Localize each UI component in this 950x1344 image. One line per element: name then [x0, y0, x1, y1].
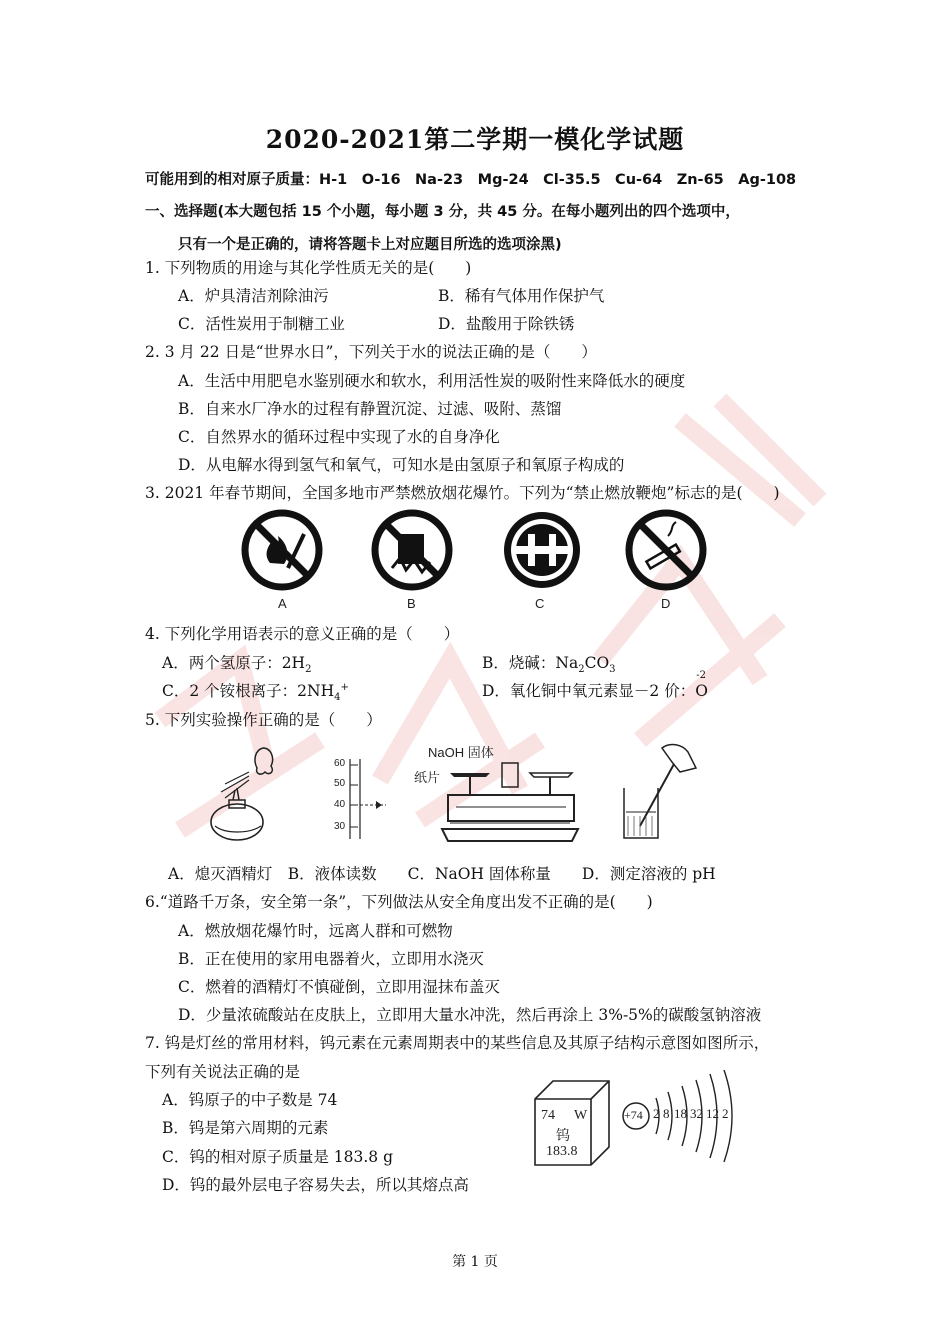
- q7-stem: 7. 钨是灯丝的常用材料，钨元素在元素周期表中的某些信息及其原子结构示意图如图所示，: [145, 1034, 770, 1052]
- shell-5: 12: [706, 1106, 719, 1121]
- q2-option-c[interactable]: C．自然界水的循环过程中实现了水的自身净化: [178, 428, 500, 446]
- balance-figure: [440, 745, 580, 843]
- q6-option-c[interactable]: C．燃着的酒精灯不慎碰倒，立即用湿抹布盖灭: [178, 978, 500, 996]
- shell-6: 2: [722, 1106, 729, 1121]
- q4-option-b[interactable]: B．烧碱：$Na_2CO_3$: [482, 654, 616, 676]
- cyl-tick-40: 40: [334, 799, 346, 810]
- q5-options[interactable]: A．熄灭酒精灯 B．液体读数 C．NaOH 固体称量 D．测定溶液的 pH: [168, 865, 716, 883]
- shell-3: 18: [674, 1106, 687, 1121]
- q4-option-d[interactable]: D．氧化铜中氧元素显－2 价： -2 O: [482, 670, 708, 700]
- q7-option-a[interactable]: A．钨原子的中子数是 74: [162, 1091, 338, 1109]
- sign-b-no-firecracker-icon[interactable]: [370, 508, 454, 592]
- q7-option-b[interactable]: B．钨是第六周期的元素: [162, 1119, 329, 1137]
- q2-option-a[interactable]: A．生活中用肥皂水鉴别硬水和软水，利用活性炭的吸附性来降低水的硬度: [178, 372, 686, 390]
- q3-stem: 3. 2021 年春节期间，全国多地市严禁燃放烟花爆竹。下列为“禁止燃放鞭炮”标志的是( ): [145, 484, 780, 502]
- q1-option-d[interactable]: D．盐酸用于除铁锈: [438, 315, 575, 333]
- sign-d-label: D: [661, 596, 671, 611]
- sign-a-label: A: [278, 596, 287, 611]
- sign-b-label: B: [407, 596, 416, 611]
- q7-stem-cont: 下列有关说法正确的是: [145, 1063, 301, 1081]
- ph-test-figure: [618, 738, 706, 846]
- q7-option-d[interactable]: D．钨的最外层电子容易失去，所以其熔点高: [162, 1176, 469, 1194]
- section-heading: 一、选择题(本大题包括 15 个小题，每小题 3 分，共 45 分。在每小题列出的四个选项中，: [145, 204, 740, 220]
- cyl-tick-50: 50: [334, 778, 346, 789]
- element-symbol: W: [574, 1108, 588, 1123]
- q6-stem: 6.“道路千万条，安全第一条”，下列做法从安全角度出发不正确的是( ): [145, 893, 653, 911]
- q5-stem: 5. 下列实验操作正确的是（ ）: [145, 711, 382, 729]
- q1-option-c[interactable]: C．活性炭用于制糖工业: [178, 315, 345, 333]
- q2-option-d[interactable]: D．从电解水得到氢气和氧气，可知水是由氢原子和氧原子构成的: [178, 456, 625, 474]
- q6-option-d[interactable]: D．少量浓硫酸站在皮肤上，立即用大量水冲洗，然后再涂上 3%-5%的碳酸氢钠溶液: [178, 1006, 762, 1024]
- element-name: 钨: [556, 1127, 570, 1143]
- naoh-label: NaOH 固体: [428, 745, 494, 760]
- atomic-mass-line: 可能用到的相对原子质量：H-1 O-16 Na-23 Mg-24 Cl-35.5 Cu-64 Zn-65 Ag-108: [145, 172, 797, 188]
- shell-1: 2: [653, 1106, 660, 1121]
- q1-stem: 1. 下列物质的用途与其化学性质无关的是( ): [145, 259, 472, 277]
- alcohol-lamp-blowing-figure: [205, 738, 290, 843]
- section-heading-cont: 只有一个是正确的，请将答题卡上对应题目所选的选项涂黑): [178, 237, 562, 253]
- cyl-tick-60: 60: [334, 758, 346, 769]
- page-number: 第 1 页: [452, 1254, 498, 1270]
- sign-c-label: C: [535, 596, 545, 611]
- q4-option-a[interactable]: A．两个氢原子：$2H_2$: [162, 654, 312, 676]
- nucleus-charge: +74: [624, 1108, 643, 1122]
- sign-d-no-smoking-icon[interactable]: [624, 508, 708, 592]
- paper-label: 纸片: [414, 770, 441, 785]
- sign-a-no-fire-icon[interactable]: [240, 508, 324, 592]
- shell-2: 8: [663, 1106, 670, 1121]
- sign-c-no-firecrackers-icon[interactable]: [500, 508, 584, 592]
- q2-option-b[interactable]: B．自来水厂净水的过程有静置沉淀、过滤、吸附、蒸馏: [178, 400, 562, 418]
- q4-option-c[interactable]: C．2 个铵根离子：$2NH_4^+$: [162, 681, 349, 704]
- q1-option-a[interactable]: A．炉具清洁剂除油污: [178, 287, 329, 305]
- q7-option-c[interactable]: C．钨的相对原子质量是 183.8 g: [162, 1148, 394, 1166]
- element-mass: 183.8: [546, 1144, 578, 1159]
- q4-stem: 4. 下列化学用语表示的意义正确的是（ ）: [145, 625, 460, 643]
- cyl-tick-30: 30: [334, 821, 346, 832]
- shell-4: 32: [690, 1106, 703, 1121]
- element-number: 74: [541, 1108, 555, 1123]
- q2-stem: 2. 3 月 22 日是“世界水日”，下列关于水的说法正确的是（ ）: [145, 343, 597, 361]
- page-title: 2020-2021第二学期一模化学试题: [265, 125, 685, 154]
- q1-option-b[interactable]: B．稀有气体用作保护气: [438, 287, 605, 305]
- q6-option-b[interactable]: B．正在使用的家用电器着火，立即用水浇灭: [178, 950, 484, 968]
- q6-option-a[interactable]: A．燃放烟花爆竹时，远离人群和可燃物: [178, 922, 453, 940]
- valence-mark: -2: [696, 670, 706, 681]
